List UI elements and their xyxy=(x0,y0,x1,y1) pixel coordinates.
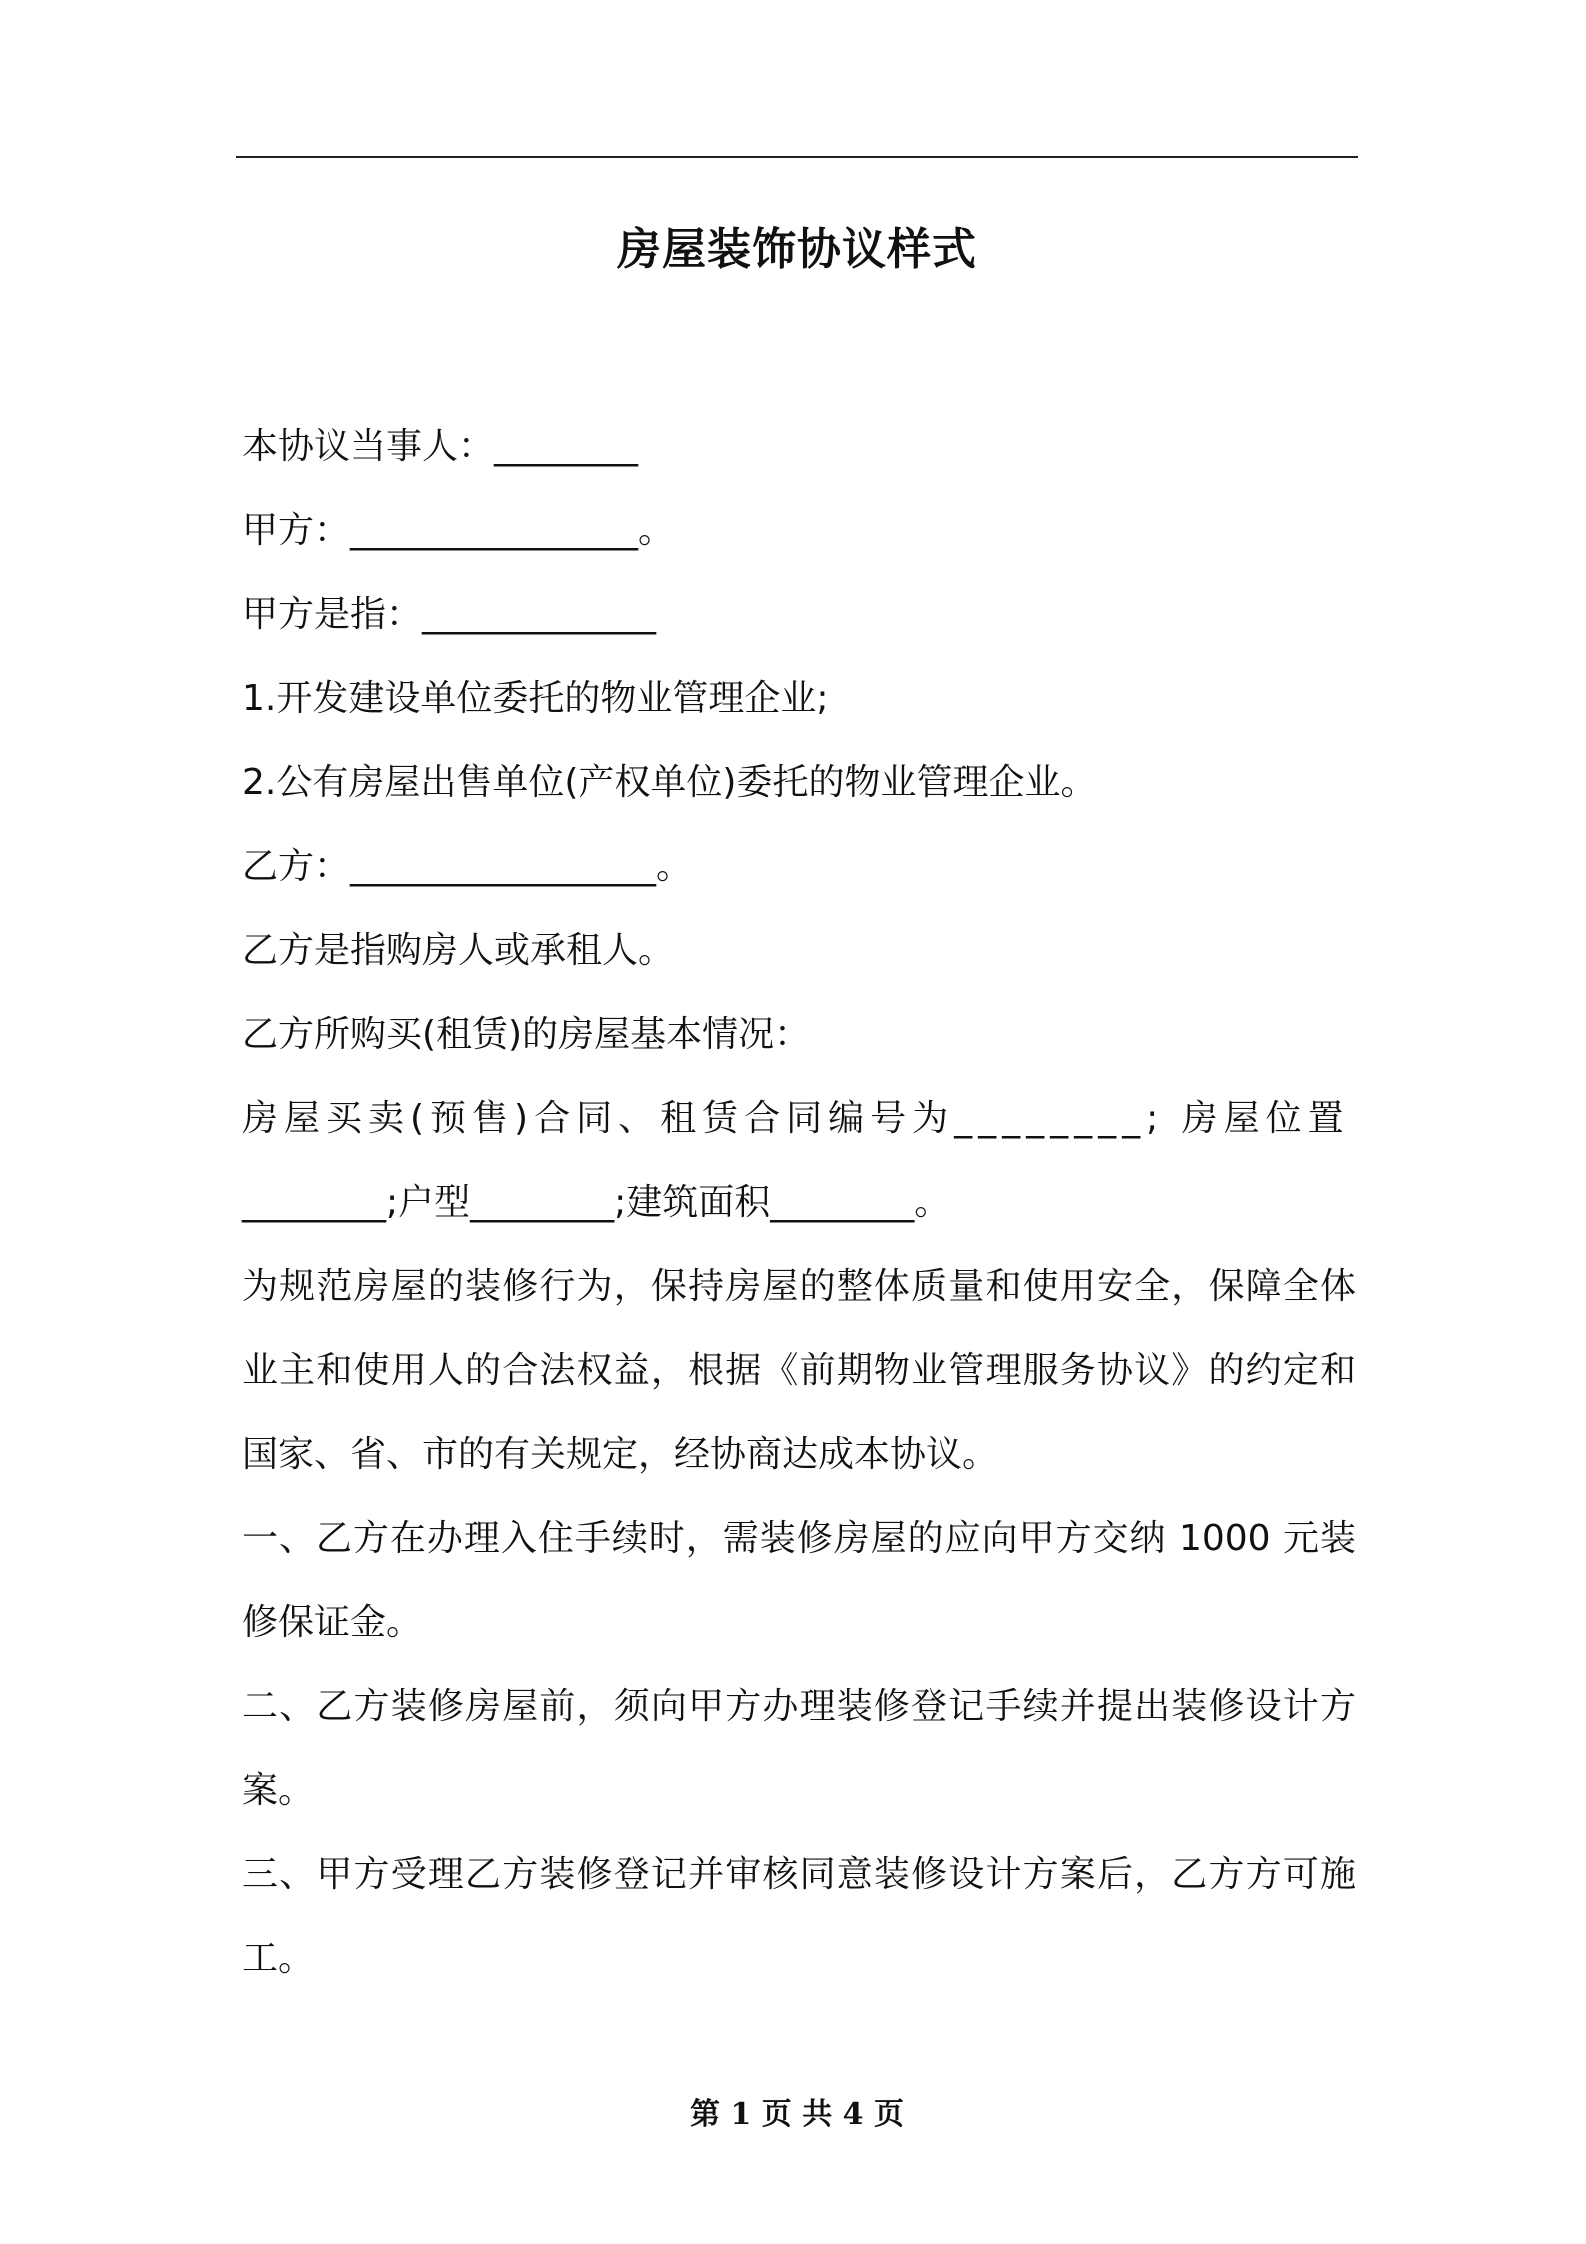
party-a-item-1: 1.开发建设单位委托的物业管理企业; xyxy=(242,678,829,719)
party-a-line: 甲方：________________。 xyxy=(242,510,675,551)
document-body xyxy=(242,405,1356,2001)
clause-3: 三、甲方受理乙方装修登记并审核同意装修设计方案后，乙方方可施工。 xyxy=(242,1854,1356,1979)
contract-number-line-2: ________;户型________;建筑面积________。 xyxy=(242,1182,951,1223)
page-footer: 第 1 页 共 4 页 xyxy=(690,2097,904,2132)
purpose-paragraph: 为规范房屋的装修行为，保持房屋的整体质量和使用安全，保障全体业主和使用人的合法权益，根据《前期物业管理服务协议》的约定和国家、省、市的有关规定，经协商达成本协议。 xyxy=(242,1266,1356,1475)
contract-number-line-1: 房屋买卖(预售)合同、租赁合同编号为________; 房屋位置 xyxy=(242,1098,1350,1139)
party-a-item-2: 2.公有房屋出售单位(产权单位)委托的物业管理企业。 xyxy=(242,762,1097,803)
party-a-definition: 甲方是指：_____________ xyxy=(242,594,657,635)
party-b-definition: 乙方是指购房人或承租人。 xyxy=(242,930,675,971)
header-rule xyxy=(236,156,1358,158)
house-info-heading: 乙方所购买(租赁)的房屋基本情况： xyxy=(242,1014,811,1055)
clause-1: 一、乙方在办理入住手续时，需装修房屋的应向甲方交纳 1000 元装修保证金。 xyxy=(242,1518,1356,1643)
document-title: 房屋装饰协议样式 xyxy=(617,224,977,275)
clause-2: 二、乙方装修房屋前，须向甲方办理装修登记手续并提出装修设计方案。 xyxy=(242,1686,1356,1811)
parties-line: 本协议当事人：________ xyxy=(242,426,639,467)
party-b-line: 乙方：_________________。 xyxy=(242,846,693,887)
